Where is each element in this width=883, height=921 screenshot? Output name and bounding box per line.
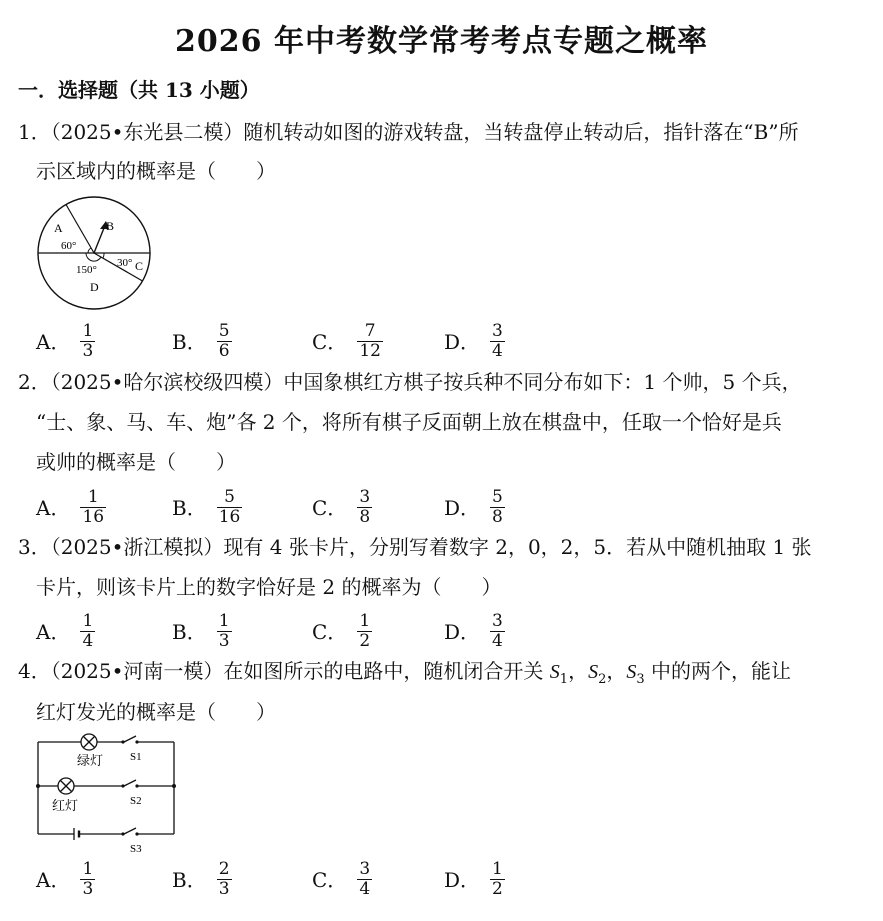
question-2-text-line2: “士、象、马、车、炮”各 2 个，将所有棋子反面朝上放在棋盘中，任取一个恰好是兵 xyxy=(36,410,782,434)
angle-label-60: 60° xyxy=(61,240,77,252)
switch-s3-label: S3 xyxy=(130,843,142,855)
q2-option-b[interactable]: B． $\frac{5}{16}$ xyxy=(172,487,241,527)
question-1-text-line1: 1．（2025•东光县二模）随机转动如图的游戏转盘，当转盘停止转动后，指针落在“B”所 xyxy=(18,120,799,144)
q2-option-a[interactable]: A． $\frac{1}{16}$ xyxy=(36,487,105,527)
q3-option-d[interactable]: D． $\frac{3}{4}$ xyxy=(444,611,503,651)
q3-option-c[interactable]: C． $\frac{1}{2}$ xyxy=(312,611,371,651)
question-3-text-line1: 3．（2025•浙江模拟）现有 4 张卡片，分别写着数字 2，0，2，5．若从中随机抽取 1 张 xyxy=(18,535,812,559)
q1-option-b[interactable]: B． $\frac{5}{6}$ xyxy=(172,321,230,361)
q3-option-b[interactable]: B． $\frac{1}{3}$ xyxy=(172,611,230,651)
q1-option-a[interactable]: A． $\frac{1}{3}$ xyxy=(36,321,94,361)
q4-option-d[interactable]: D． $\frac{1}{2}$ xyxy=(444,859,503,899)
q4-option-a[interactable]: A． $\frac{1}{3}$ xyxy=(36,859,94,899)
page-title: 2026 年中考数学常考考点专题之概率 xyxy=(175,24,708,59)
q4-option-c[interactable]: C． $\frac{3}{4}$ xyxy=(312,859,371,899)
question-2-text-line1: 2．（2025•哈尔滨校级四模）中国象棋红方棋子按兵种不同分布如下：1 个帅，5 个兵， xyxy=(18,370,802,394)
switch-s1-label: S1 xyxy=(130,751,142,763)
red-lamp-label: 红灯 xyxy=(52,799,79,814)
question-2-text-line3: 或帅的概率是（ ） xyxy=(36,450,236,474)
switch-s2-label: S2 xyxy=(130,795,142,807)
q2-option-d[interactable]: D． $\frac{5}{8}$ xyxy=(444,487,503,527)
question-3-text-line2: 卡片，则该卡片上的数字恰好是 2 的概率为（ ） xyxy=(36,575,502,599)
angle-label-150: 150° xyxy=(76,264,97,276)
q1-option-d[interactable]: D． $\frac{3}{4}$ xyxy=(444,321,503,361)
angle-label-30: 30° xyxy=(117,257,133,269)
q3-option-a[interactable]: A． $\frac{1}{4}$ xyxy=(36,611,94,651)
sector-label-d: D xyxy=(90,280,99,294)
green-lamp-label: 绿灯 xyxy=(77,754,104,769)
sector-label-a: A xyxy=(54,221,63,235)
question-4-text-line1: 4．（2025•河南一模）在如图所示的电路中，随机闭合开关 $S_1$，$S_2$，$S_3$ 中的两个，能让 xyxy=(18,659,791,687)
question-4-text-line2: 红灯发光的概率是（ ） xyxy=(36,700,276,724)
q2-option-c[interactable]: C． $\frac{3}{8}$ xyxy=(312,487,371,527)
sector-label-c: C xyxy=(135,259,144,273)
section-heading: 一．选择题（共 13 小题） xyxy=(18,78,260,102)
question-1-text-line2: 示区域内的概率是（ ） xyxy=(36,159,276,183)
circuit-figure xyxy=(30,732,182,856)
q1-option-c[interactable]: C． $\frac{7}{12}$ xyxy=(312,321,381,361)
spinner-figure xyxy=(34,196,156,310)
q4-option-b[interactable]: B． $\frac{2}{3}$ xyxy=(172,859,230,899)
sector-label-b: B xyxy=(106,219,115,233)
